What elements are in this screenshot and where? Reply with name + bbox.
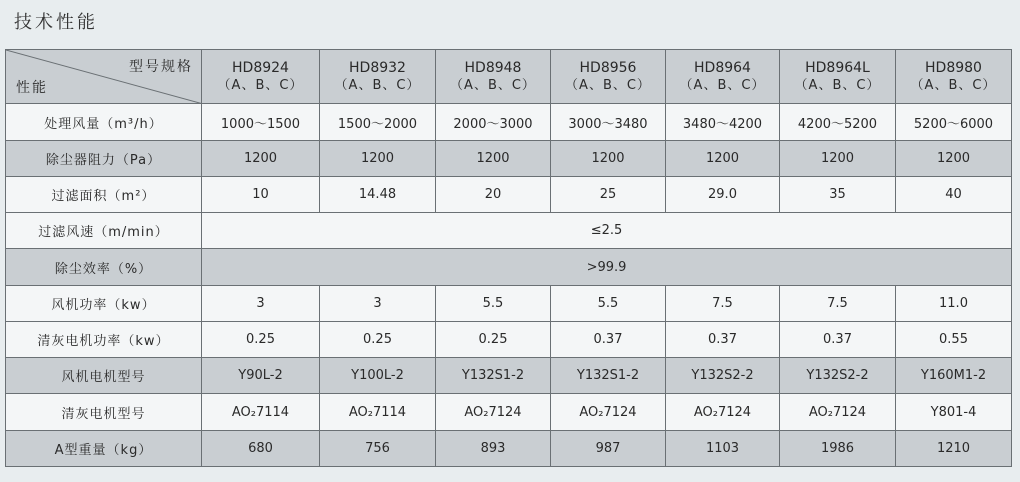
row-value: 3 [202,285,320,321]
model-variant: （A、B、C） [679,77,766,93]
page-title: 技术性能 [14,12,98,33]
row-label: 清灰电机型号 [6,394,202,430]
model-name: HD8964L [805,59,870,76]
row-value: 0.25 [320,321,436,357]
row-value: 0.25 [202,321,320,357]
row-label: 过滤面积（m²） [6,176,202,212]
row-value: 0.37 [666,321,780,357]
model-variant: （A、B、C） [217,77,304,93]
row-value: 756 [320,430,436,466]
table-row [6,104,1012,140]
row-value: Y132S2-2 [780,358,896,394]
table-row [6,285,1012,321]
row-label: 风机功率（kw） [6,285,202,321]
row-value: 1200 [780,140,896,176]
row-value: 5.5 [551,285,666,321]
row-value: Y132S2-2 [666,358,780,394]
row-value: 680 [202,430,320,466]
row-value: 1000～1500 [202,104,320,140]
model-header-1 [320,50,436,104]
table-row [6,430,1012,466]
table-row [6,358,1012,394]
row-value: Y132S1-2 [436,358,551,394]
table-row [6,249,1012,285]
corner-label-model: 型号规格 [129,59,193,75]
model-header-2 [436,50,551,104]
row-label: 除尘器阻力（Pa） [6,140,202,176]
row-value: 2000～3000 [436,104,551,140]
row-value: 987 [551,430,666,466]
table-row [6,321,1012,357]
row-value: 20 [436,176,551,212]
row-value: 0.25 [436,321,551,357]
row-value: 35 [780,176,896,212]
model-variant: （A、B、C） [565,77,651,93]
model-name: HD8948 [464,59,522,76]
row-value: 1200 [202,140,320,176]
row-label: 处理风量（m³/h） [6,104,202,140]
row-value: AO₂7114 [202,394,320,430]
model-variant: （A、B、C） [910,77,997,93]
model-name: HD8924 [232,59,289,76]
row-value: 5200～6000 [896,104,1012,140]
row-value: 3480～4200 [666,104,780,140]
row-value: 7.5 [666,285,780,321]
model-variant: （A、B、C） [450,77,536,93]
row-value: 0.37 [551,321,666,357]
row-label: 清灰电机功率（kw） [6,321,202,357]
row-label: 除尘效率（%） [6,249,202,285]
row-value: 3000～3480 [551,104,666,140]
row-value: 40 [896,176,1012,212]
model-header-5 [780,50,896,104]
row-value: 1986 [780,430,896,466]
model-header-0 [202,50,320,104]
model-variant: （A、B、C） [334,77,421,93]
spec-table [5,49,1012,467]
row-value: AO₂7114 [320,394,436,430]
row-value: 10 [202,176,320,212]
row-value: 1200 [551,140,666,176]
row-value: Y90L-2 [202,358,320,394]
table-row [6,213,1012,249]
row-value: 1200 [896,140,1012,176]
row-value: Y100L-2 [320,358,436,394]
row-value: 11.0 [896,285,1012,321]
corner-label-performance: 性能 [16,80,48,97]
table-row [6,394,1012,430]
row-value-span: ≤2.5 [202,213,1012,249]
row-value: AO₂7124 [436,394,551,430]
row-value: 4200～5200 [780,104,896,140]
row-value: 29.0 [666,176,780,212]
corner-cell [6,50,202,104]
row-value: Y801-4 [896,394,1012,430]
model-header-4 [666,50,780,104]
row-value: 1103 [666,430,780,466]
model-name: HD8932 [349,59,406,76]
model-header-6 [896,50,1012,104]
row-value: Y132S1-2 [551,358,666,394]
row-value: 0.55 [896,321,1012,357]
row-value: 893 [436,430,551,466]
model-header-3 [551,50,666,104]
row-value: 0.37 [780,321,896,357]
row-label: A型重量（kg） [6,430,202,466]
row-value: 1200 [436,140,551,176]
row-value: 3 [320,285,436,321]
table-row [6,140,1012,176]
row-value-span: >99.9 [202,249,1012,285]
row-value: Y160M1-2 [896,358,1012,394]
row-value: 25 [551,176,666,212]
model-name: HD8956 [579,59,637,76]
row-value: AO₂7124 [551,394,666,430]
row-value: 1500～2000 [320,104,436,140]
model-name: HD8980 [925,59,982,76]
model-variant: （A、B、C） [794,77,881,93]
row-value: AO₂7124 [780,394,896,430]
row-value: 1200 [320,140,436,176]
row-value: 5.5 [436,285,551,321]
row-value: 7.5 [780,285,896,321]
table-row [6,176,1012,212]
row-value: AO₂7124 [666,394,780,430]
row-label: 风机电机型号 [6,358,202,394]
row-value: 14.48 [320,176,436,212]
model-name: HD8964 [694,59,751,76]
header-row [6,50,1012,104]
row-value: 1200 [666,140,780,176]
row-label: 过滤风速（m/min） [6,213,202,249]
row-value: 1210 [896,430,1012,466]
